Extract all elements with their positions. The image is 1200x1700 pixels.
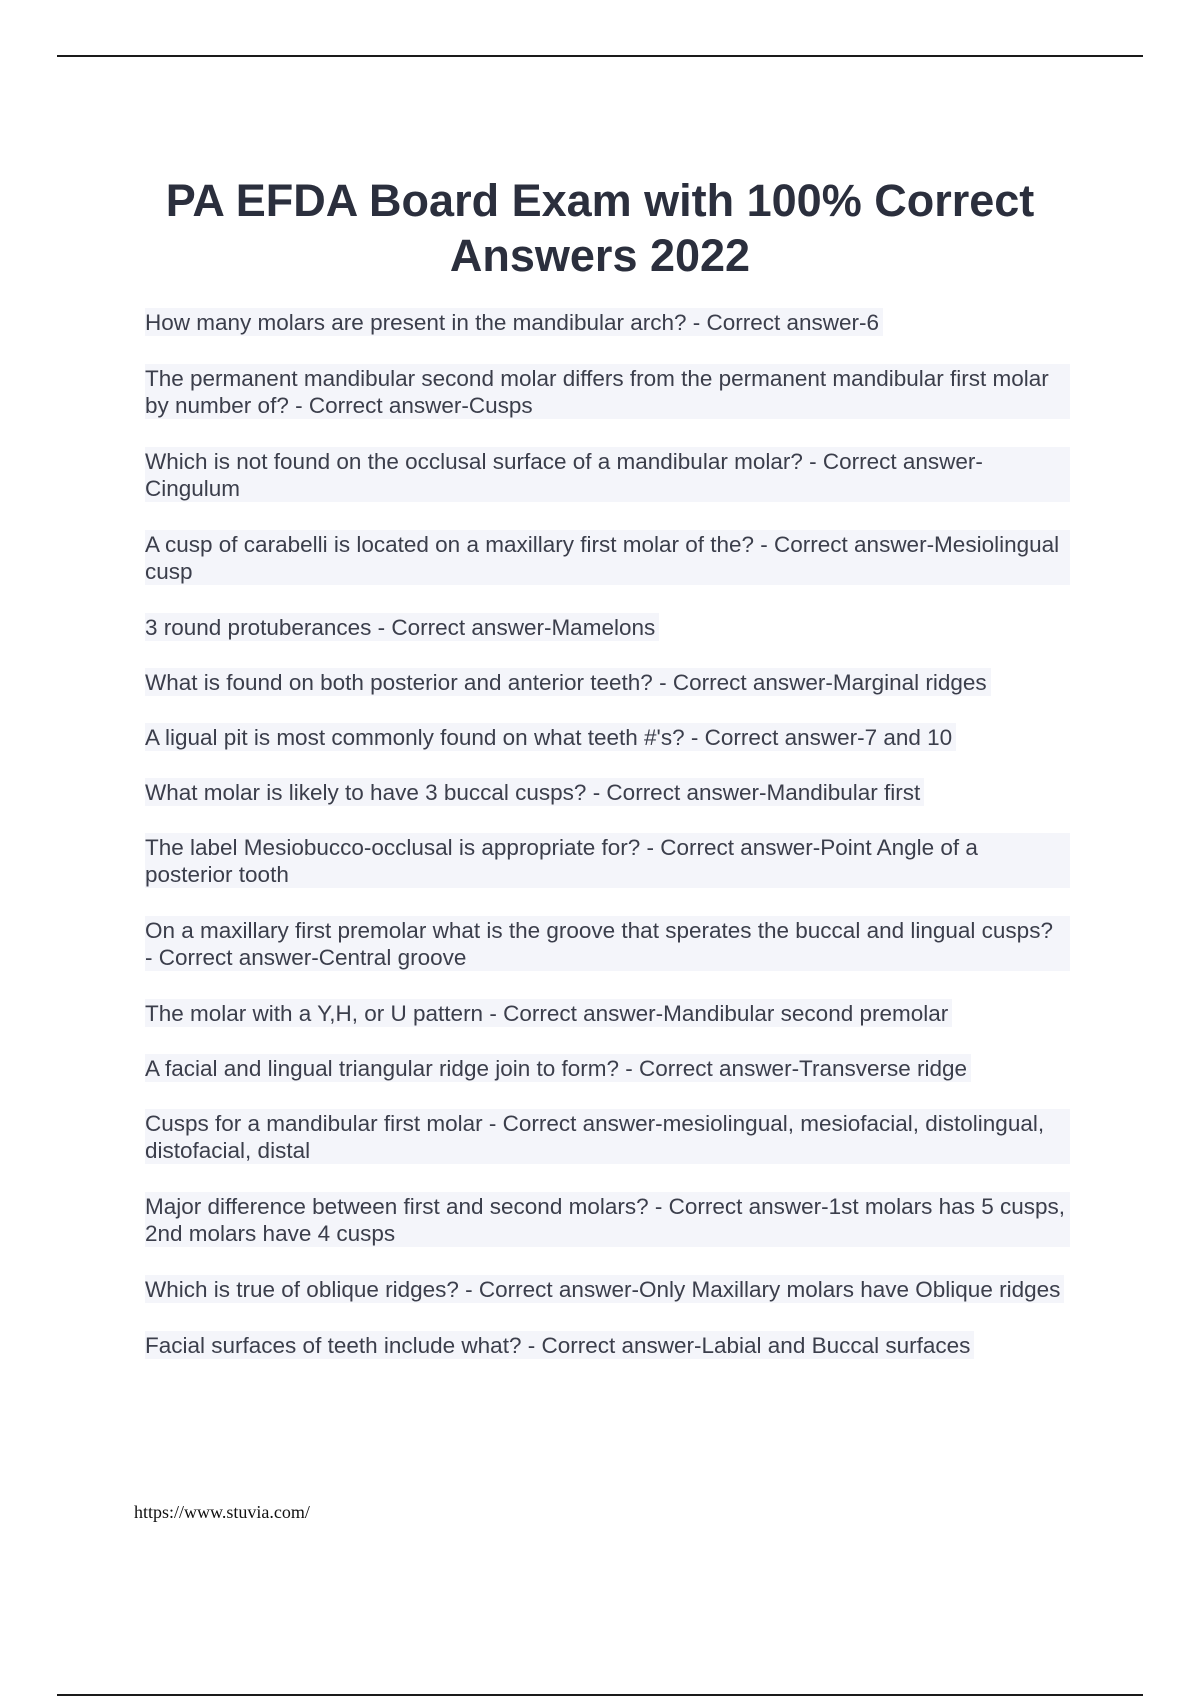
list-item (145, 1109, 1070, 1164)
qa-text: What molar is likely to have 3 buccal cusps? - Correct answer-Mandibular first (145, 778, 924, 806)
qa-text: What is found on both posterior and anterior teeth? - Correct answer-Marginal ridges (145, 668, 991, 696)
page-title: PA EFDA Board Exam with 100% Correct Answers 2022 (165, 175, 1035, 281)
qa-text: A facial and lingual triangular ridge join to form? - Correct answer-Transverse ridge (145, 1054, 971, 1082)
qa-text: Which is true of oblique ridges? - Correct answer-Only Maxillary molars have Oblique ridges (145, 1275, 1064, 1303)
list-item (145, 1275, 1070, 1303)
list-item (145, 1192, 1070, 1247)
list-item (145, 778, 1070, 806)
list-item (145, 916, 1070, 971)
list-item (145, 668, 1070, 696)
qa-text: The permanent mandibular second molar differs from the permanent mandibular first molar by number of? - Correct answer-Cusps (145, 364, 1070, 419)
qa-text: Which is not found on the occlusal surface of a mandibular molar? - Correct answer-Cingulum (145, 447, 1070, 502)
qa-text: The label Mesiobucco-occlusal is appropriate for? - Correct answer-Point Angle of a posterior tooth (145, 833, 1070, 888)
qa-list (145, 308, 1070, 1359)
qa-text: On a maxillary first premolar what is the groove that sperates the buccal and lingual cusps? - Correct answer-Central groove (145, 916, 1070, 971)
qa-text: A cusp of carabelli is located on a maxillary first molar of the? - Correct answer-Mesiolingual cusp (145, 530, 1070, 585)
list-item (145, 999, 1070, 1027)
list-item (145, 833, 1070, 888)
bottom-divider (57, 1694, 1143, 1696)
list-item (145, 1331, 1070, 1359)
list-item (145, 447, 1070, 502)
list-item (145, 1054, 1070, 1082)
qa-text: Major difference between first and second molars? - Correct answer-1st molars has 5 cusps, 2nd molars have 4 cusps (145, 1192, 1070, 1247)
qa-text: 3 round protuberances - Correct answer-Mamelons (145, 613, 659, 641)
list-item (145, 613, 1070, 641)
list-item (145, 530, 1070, 585)
qa-text: The molar with a Y,H, or U pattern - Correct answer-Mandibular second premolar (145, 999, 952, 1027)
qa-text: Facial surfaces of teeth include what? - Correct answer-Labial and Buccal surfaces (145, 1331, 974, 1359)
list-item (145, 308, 1070, 336)
footer-url[interactable]: https://www.stuvia.com/ (134, 1502, 310, 1522)
qa-text: Cusps for a mandibular first molar - Correct answer-mesiolingual, mesiofacial, distolingual, distofacial, distal (145, 1109, 1070, 1164)
list-item (145, 723, 1070, 751)
qa-text: How many molars are present in the mandibular arch? - Correct answer-6 (145, 308, 883, 336)
qa-text: A ligual pit is most commonly found on what teeth #'s? - Correct answer-7 and 10 (145, 723, 956, 751)
top-divider (57, 55, 1143, 57)
list-item (145, 364, 1070, 419)
